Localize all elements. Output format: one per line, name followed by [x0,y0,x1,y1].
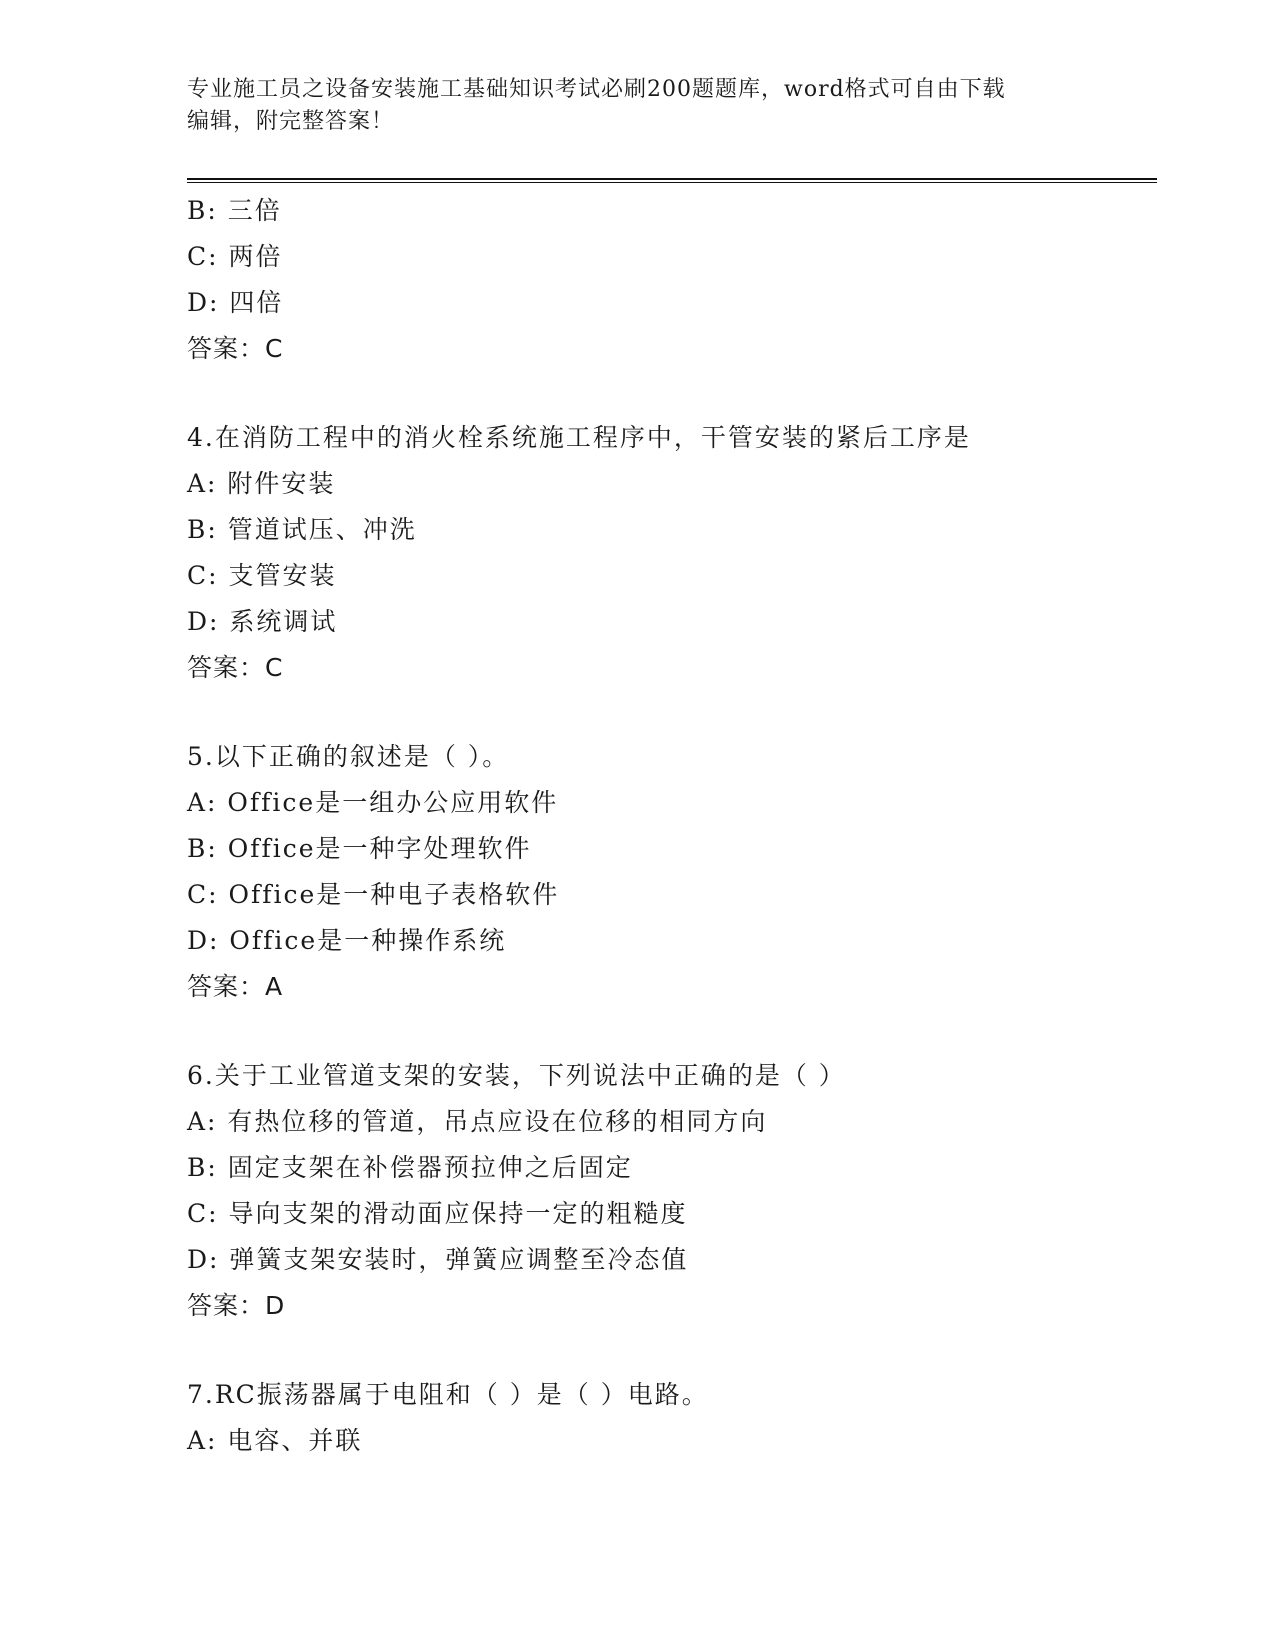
option-c: C: Office是一种电子表格软件 [187,880,560,909]
question-stem: 6.关于工业管道支架的安装，下列说法中正确的是（ ） [187,1061,846,1090]
option-d: D: 系统调试 [187,607,338,636]
option-d: D: 弹簧支架安装时，弹簧应调整至冷态值 [187,1245,689,1274]
question-stem: 4.在消防工程中的消火栓系统施工程序中，干管安装的紧后工序是 [187,423,971,452]
header-divider-thick [187,178,1157,180]
header-title-line-1: 专业施工员之设备安装施工基础知识考试必刷200题题库，word格式可自由下载 [187,77,1006,102]
document-header [187,74,1087,138]
option-c: C: 导向支架的滑动面应保持一定的粗糙度 [187,1199,688,1228]
option-c: C: 支管安装 [187,561,337,590]
answer-line: 答案：C [187,334,284,363]
option-b: B: 固定支架在补偿器预拉伸之后固定 [187,1153,633,1182]
option-a: A: 附件安装 [187,469,336,498]
option-a: A: 有热位移的管道，吊点应设在位移的相同方向 [187,1107,768,1136]
question-list [187,188,1157,1464]
question-6 [187,1053,1157,1329]
answer-line: 答案：C [187,653,284,682]
option-a: A: 电容、并联 [187,1426,363,1455]
question-7 [187,1372,1157,1464]
option-b: B: 三倍 [187,196,282,225]
answer-line: 答案：A [187,972,284,1001]
option-b: B: 管道试压、冲洗 [187,515,417,544]
question-3-continued [187,188,1157,372]
option-b: B: Office是一种字处理软件 [187,834,532,863]
option-d: D: Office是一种操作系统 [187,926,507,955]
header-divider-thin [187,182,1157,183]
question-stem: 7.RC振荡器属于电阻和（ ）是（ ）电路。 [187,1380,709,1409]
answer-line: 答案：D [187,1291,286,1320]
question-5 [187,734,1157,1010]
header-title-line-2: 编辑，附完整答案！ [187,109,395,134]
option-a: A: Office是一组办公应用软件 [187,788,559,817]
question-4 [187,415,1157,691]
option-c: C: 两倍 [187,242,283,271]
option-d: D: 四倍 [187,288,284,317]
question-stem: 5.以下正确的叙述是（ ）。 [187,742,510,771]
